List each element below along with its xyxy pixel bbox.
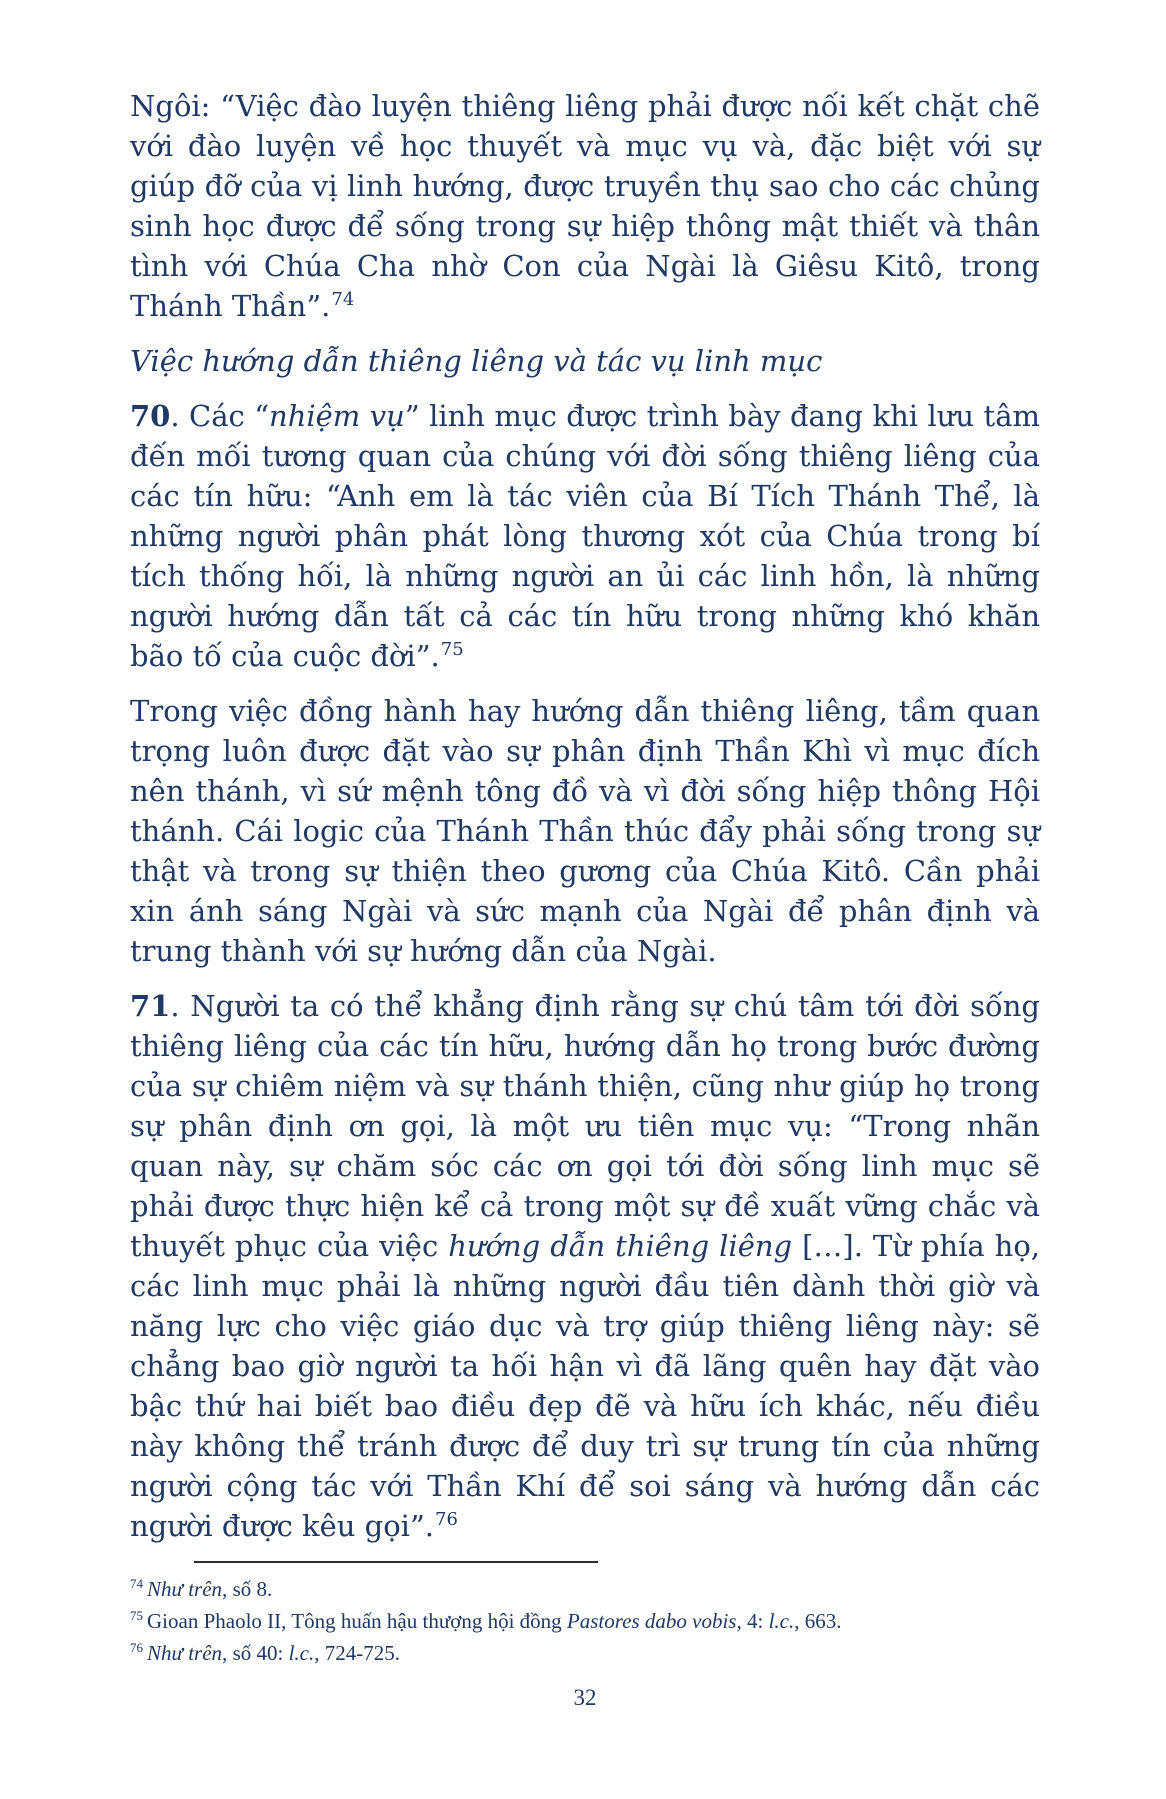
section-heading: Việc hướng dẫn thiêng liêng và tác vụ linh mục [130, 344, 823, 378]
paragraph-70: 70. Các “nhiệm vụ” linh mục được trình bày đang khi lưu tâm đến mối tương quan của chúng với đời sống thiêng liêng của các tín hữu: “Anh em là tác viên của Bí Tích Thánh Thể, là những người phân phát lòng thương xót của Chúa trong bí tích thống hối, là những người an ủi các linh hồn, là những người hướng dẫn tất cả các tín hữu trong những khó khăn bão tố của cuộc đời”.$^{75}$ [130, 399, 1040, 673]
paragraph-continuation: Ngôi: “Việc đào luyện thiêng liêng phải được nối kết chặt chẽ với đào luyện về học thuyết và mục vụ và, đặc biệt với sự giúp đỡ của vị linh hướng, được truyền thụ sao cho các chủng sinh học được để sống trong sự hiệp thông mật thiết và thân tình với Chúa Cha nhờ Con của Ngài là Giêsu Kitô, trong Thánh Thần”.$^{74}$ [130, 89, 1040, 323]
footnote-74 [130, 1573, 1040, 1605]
footnote-divider [194, 1561, 598, 1563]
footnote-75 [130, 1605, 1040, 1637]
paragraph-accompaniment: Trong việc đồng hành hay hướng dẫn thiêng liêng, tầm quan trọng luôn được đặt vào sự phân định Thần Khì vì mục đích nên thánh, vì sứ mệnh tông đồ và vì đời sống hiệp thông Hội thánh. Cái logic của Thánh Thần thúc đẩy phải sống trong sự thật và trong sự thiện theo gương của Chúa Kitô. Cần phải xin ánh sáng Ngài và sức mạnh của Ngài để phân định và trung thành với sự hướng dẫn của Ngài. [130, 694, 1040, 968]
footnote-76-text: Như trên, số 40: l.c., 724-725. [147, 1641, 400, 1665]
footnote-75-number: 75 [130, 1608, 144, 1623]
footnote-74-text: Như trên, số 8. [147, 1577, 273, 1601]
footnote-75-text: Gioan Phaolo II, Tông huấn hậu thượng hội đồng Pastores dabo vobis, 4: l.c., 663. [147, 1609, 842, 1633]
footnote-74-number: 74 [130, 1576, 144, 1591]
paragraph-71: 71. Người ta có thể khẳng định rằng sự chú tâm tới đời sống thiêng liêng của các tín hữu, hướng dẫn họ trong bước đường của sự chiêm niệm và sự thánh thiện, cũng như giúp họ trong sự phân định ơn gọi, là một ưu tiên mục vụ: “Trong nhãn quan này, sự chăm sóc các ơn gọi tới đời sống linh mục sẽ phải được thực hiện kể cả trong một sự đề xuất vững chắc và thuyết phục của việc hướng dẫn thiêng liêng […]. Từ phía họ, các linh mục phải là những người đầu tiên dành thời giờ và năng lực cho việc giáo dục và trợ giúp thiêng liêng này: sẽ chẳng bao giờ người ta hối hận vì đã lãng quên hay đặt vào bậc thứ hai biết bao điều đẹp đẽ và hữu ích khác, nếu điều này không thể tránh được để duy trì sự trung tín của những người cộng tác với Thần Khí để soi sáng và hướng dẫn các người được kêu gọi”.$^{76}$ [130, 989, 1040, 1543]
footnotes-section [130, 1561, 1040, 1799]
page-number: 32 [573, 1685, 597, 1710]
footnote-76-number: 76 [130, 1640, 144, 1655]
page-body [130, 86, 1040, 1561]
footnote-76 [130, 1637, 1040, 1669]
